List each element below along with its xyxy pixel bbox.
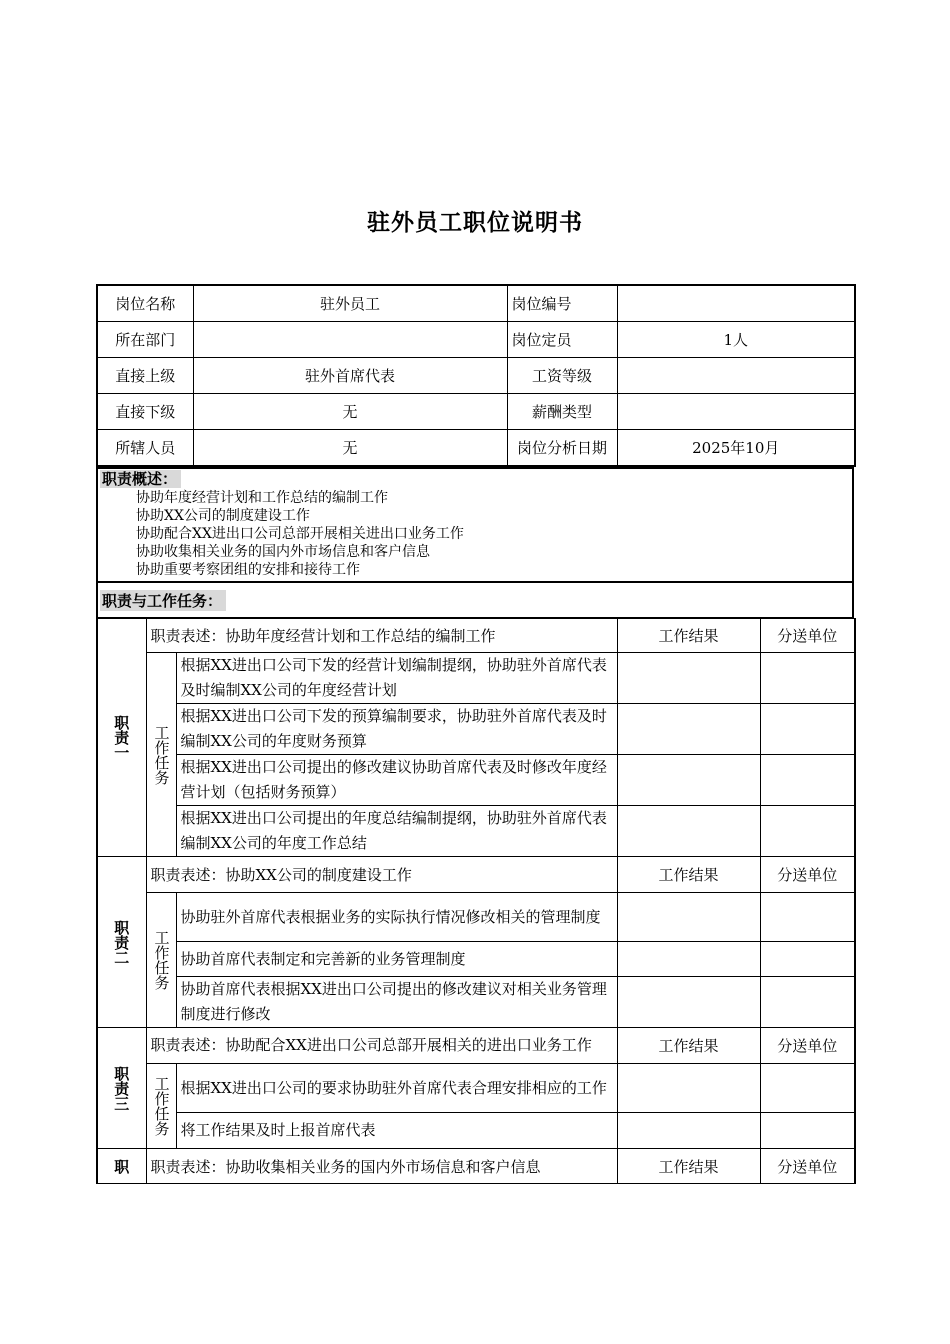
result-cell	[617, 653, 760, 704]
task-row	[97, 942, 855, 977]
summary-line: 协助重要考察团组的安排和接待工作	[136, 562, 360, 578]
task-row	[97, 1064, 855, 1113]
summary-label: 职责概述：	[100, 470, 181, 488]
duty-label: 职责一	[112, 715, 131, 760]
duty-statement: 职责表述：协助XX公司的制度建设工作	[146, 857, 617, 893]
duty-label-cell	[97, 857, 146, 1028]
destination-cell	[760, 704, 855, 755]
task-text: 根据XX进出口公司的要求协助驻外首席代表合理安排相应的工作	[176, 1064, 617, 1113]
field-value: 2025年10月	[617, 430, 855, 467]
duty-statement: 职责表述：协助年度经营计划和工作总结的编制工作	[146, 619, 617, 653]
job-description-form	[96, 284, 854, 1184]
task-row	[97, 755, 855, 806]
destination-cell	[760, 977, 855, 1028]
result-cell	[617, 893, 760, 942]
field-label: 直接下级	[97, 394, 193, 430]
summary-line: 协助收集相关业务的国内外市场信息和客户信息	[136, 544, 430, 560]
task-text: 根据XX进出口公司下发的预算编制要求，协助驻外首席代表及时编制XX公司的年度财务预算	[176, 704, 617, 755]
task-label: 工作任务	[152, 930, 171, 990]
result-cell	[617, 942, 760, 977]
duty-statement-row	[97, 857, 855, 893]
task-row	[97, 893, 855, 942]
task-text: 根据XX进出口公司下发的经营计划编制提纲，协助驻外首席代表及时编制XX公司的年度经营计划	[176, 653, 617, 704]
duty-summary	[96, 467, 854, 581]
duty-statement-row	[97, 1028, 855, 1064]
task-text: 协助首席代表制定和完善新的业务管理制度	[176, 942, 617, 977]
task-text: 将工作结果及时上报首席代表	[176, 1113, 617, 1149]
duty-statement: 职责表述：协助收集相关业务的国内外市场信息和客户信息	[146, 1149, 617, 1184]
task-row	[97, 806, 855, 857]
field-label: 岗位分析日期	[507, 430, 617, 467]
field-label: 岗位定员	[507, 322, 617, 358]
result-cell	[617, 977, 760, 1028]
destination-cell	[760, 653, 855, 704]
destination-cell	[760, 1113, 855, 1149]
destination-cell	[760, 942, 855, 977]
duty-statement-row	[97, 619, 855, 653]
task-row	[97, 977, 855, 1028]
summary-line: 协助配合XX进出口公司总部开展相关进出口业务工作	[136, 526, 464, 542]
field-label: 工资等级	[507, 358, 617, 394]
field-value	[617, 285, 855, 322]
document-title: 驻外员工职位说明书	[367, 210, 583, 236]
info-row	[97, 285, 855, 322]
destination-cell	[760, 1064, 855, 1113]
field-label: 岗位编号	[507, 285, 617, 322]
destination-cell	[760, 755, 855, 806]
duty-statement: 职责表述：协助配合XX进出口公司总部开展相关的进出口业务工作	[146, 1028, 617, 1064]
duty-label-cell	[97, 619, 146, 857]
field-label: 所辖人员	[97, 430, 193, 467]
result-cell	[617, 704, 760, 755]
field-label: 所在部门	[97, 322, 193, 358]
basic-info-table	[96, 284, 856, 467]
field-label: 直接上级	[97, 358, 193, 394]
result-cell	[617, 1113, 760, 1149]
task-text: 根据XX进出口公司提出的年度总结编制提纲，协助驻外首席代表编制XX公司的年度工作总结	[176, 806, 617, 857]
field-label: 薪酬类型	[507, 394, 617, 430]
task-text: 协助驻外首席代表根据业务的实际执行情况修改相关的管理制度	[176, 893, 617, 942]
summary-line: 协助XX公司的制度建设工作	[136, 508, 310, 524]
task-label-cell	[146, 893, 176, 1028]
column-result: 工作结果	[617, 1149, 760, 1184]
info-row	[97, 430, 855, 467]
field-value: 驻外首席代表	[193, 358, 507, 394]
duty-label: 职责三	[112, 1065, 131, 1111]
task-row	[97, 1113, 855, 1149]
tasks-section-header	[96, 581, 854, 618]
task-text: 协助首席代表根据XX进出口公司提出的修改建议对相关业务管理制度进行修改	[176, 977, 617, 1028]
destination-cell	[760, 806, 855, 857]
duty-label: 职	[97, 1149, 146, 1184]
column-result: 工作结果	[617, 619, 760, 653]
column-destination: 分送单位	[760, 1149, 855, 1184]
column-result: 工作结果	[617, 857, 760, 893]
summary-line: 协助年度经营计划和工作总结的编制工作	[136, 490, 388, 506]
result-cell	[617, 806, 760, 857]
field-label: 岗位名称	[97, 285, 193, 322]
column-result: 工作结果	[617, 1028, 760, 1064]
field-value	[617, 394, 855, 430]
result-cell	[617, 755, 760, 806]
duties-table	[96, 618, 856, 1184]
field-value: 驻外员工	[193, 285, 507, 322]
task-label: 工作任务	[152, 1076, 171, 1136]
duty-label: 职责二	[112, 919, 131, 965]
column-destination: 分送单位	[760, 1028, 855, 1064]
task-row	[97, 704, 855, 755]
destination-cell	[760, 893, 855, 942]
column-destination: 分送单位	[760, 619, 855, 653]
field-value: 无	[193, 394, 507, 430]
field-value: 1人	[617, 322, 855, 358]
task-text: 根据XX进出口公司提出的修改建议协助首席代表及时修改年度经营计划（包括财务预算）	[176, 755, 617, 806]
task-label-cell	[146, 653, 176, 857]
field-value: 无	[193, 430, 507, 467]
duty-label-cell	[97, 1028, 146, 1149]
info-row	[97, 394, 855, 430]
task-label: 工作任务	[152, 724, 171, 785]
result-cell	[617, 1064, 760, 1113]
duty-statement-row	[97, 1149, 855, 1184]
task-row	[97, 653, 855, 704]
column-destination: 分送单位	[760, 857, 855, 893]
field-value	[193, 322, 507, 358]
field-value	[617, 358, 855, 394]
task-label-cell	[146, 1064, 176, 1149]
info-row	[97, 322, 855, 358]
tasks-label: 职责与工作任务：	[100, 590, 226, 611]
info-row	[97, 358, 855, 394]
